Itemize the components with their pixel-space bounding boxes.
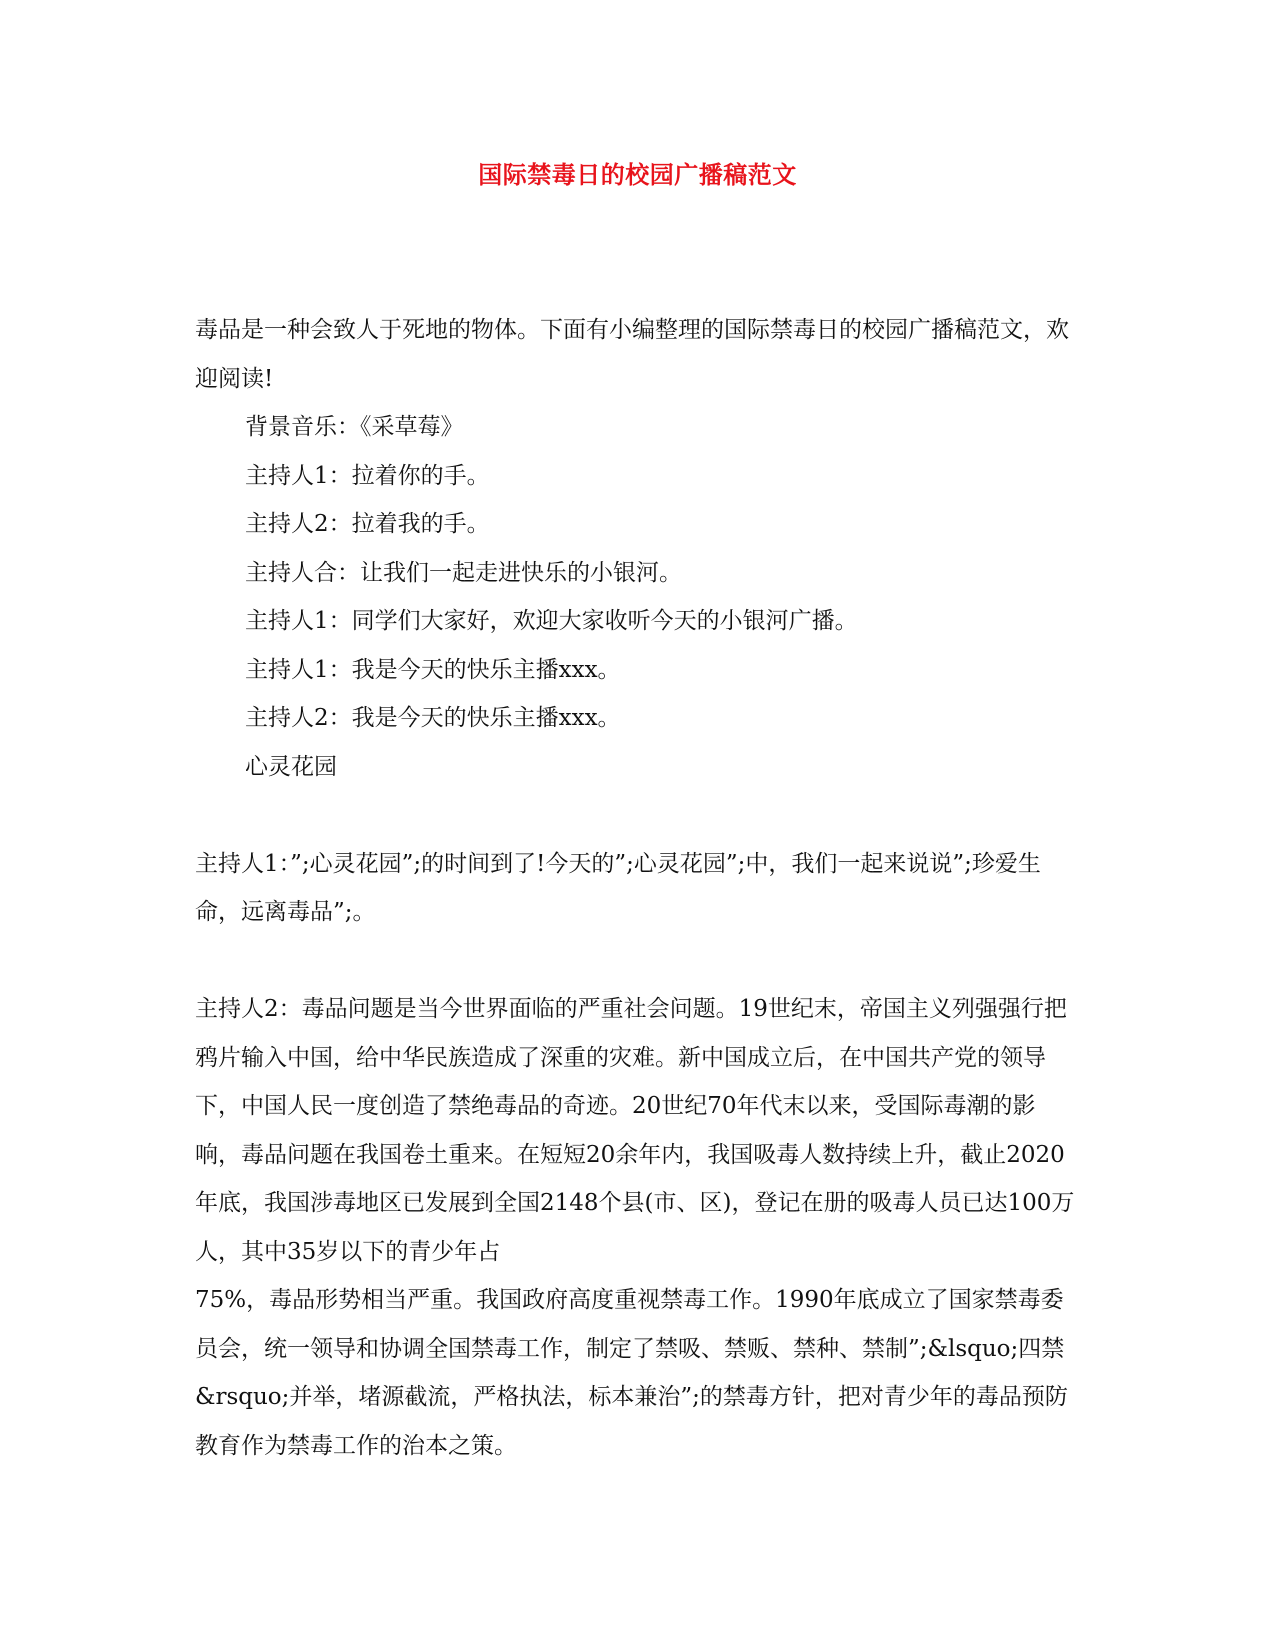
document-body <box>195 306 1080 1470</box>
script-line-music: 背景音乐：《采草莓》 <box>245 414 464 440</box>
document-title: 国际禁毒日的校园广播稿范文 <box>478 161 797 189</box>
script-line-host2-intro: 主持人2：我是今天的快乐主播xxx。 <box>245 705 621 731</box>
script-line-host2-hand: 主持人2：拉着我的手。 <box>245 511 490 537</box>
script-line-hosts-together: 主持人合：让我们一起走进快乐的小银河。 <box>245 559 682 586</box>
host2-paragraph-part1: 主持人2：毒品问题是当今世界面临的严重社会问题。19世纪末，帝国主义列强强行把鸦片输入中国，给中华民族造成了深重的灾难。新中国成立后，在中国共产党的领导下，中国人民一度创造了禁绝毒品的奇迹。20世纪70年代末以来，受国际毒潮的影响，毒品问题在我国卷土重来。在短短20余年内，我国吸毒人数持续上升，截止2020年底，我国涉毒地区已发展到全国2148个县(市、区)，登记在册的吸毒人员已达100万人，其中35岁以下的青少年占 <box>195 996 1075 1265</box>
script-line-host1-greeting: 主持人1：同学们大家好，欢迎大家收听今天的小银河广播。 <box>245 608 858 634</box>
host2-paragraph-part2: 75%，毒品形势相当严重。我国政府高度重视禁毒工作。1990年底成立了国家禁毒委员会，统一领导和协调全国禁毒工作，制定了禁吸、禁贩、禁种、禁制”;&lsquo;四禁&rsquo;并举，堵源截流，严格执法，标本兼治”;的禁毒方针，把对青少年的毒品预防教育作为禁毒工作的治本之策。 <box>195 1287 1068 1459</box>
garden-paragraph: 主持人1：”;心灵花园”;的时间到了!今天的”;心灵花园”;中，我们一起来说说”;珍爱生命，远离毒品”;。 <box>195 850 1041 925</box>
intro-paragraph: 毒品是一种会致人于死地的物体。下面有小编整理的国际禁毒日的校园广播稿范文，欢迎阅读! <box>195 317 1069 392</box>
script-line-host1-hand: 主持人1：拉着你的手。 <box>245 462 490 489</box>
section-heading-garden: 心灵花园 <box>245 753 337 780</box>
script-line-host1-intro: 主持人1：我是今天的快乐主播xxx。 <box>245 656 621 683</box>
